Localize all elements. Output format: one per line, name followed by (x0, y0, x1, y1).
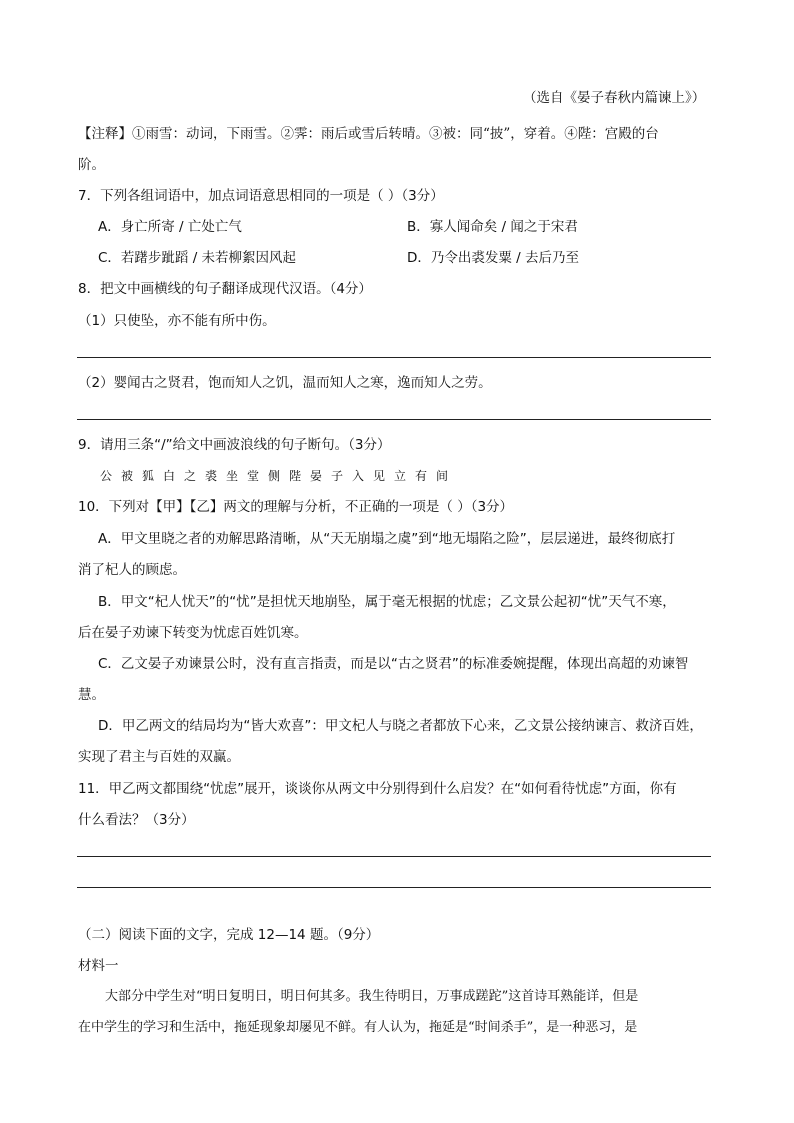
answer-line (77, 856, 711, 857)
q7-option-d: D．乃令出裘发粟 / 去后乃至 (407, 250, 580, 266)
answer-line (77, 419, 711, 420)
material-label: 材料一 (78, 958, 119, 974)
material-paragraph-line-1: 大部分中学生对“明日复明日，明日何其多。我生待明日，万事成蹉跎”这首诗耳熟能详，但是 (105, 989, 639, 1004)
q11-line-2: 什么看法？（3分） (78, 812, 195, 828)
q10-option-b-line-1: B．甲文“杞人忧天”的“忧”是担忧天地崩坠，属于毫无根据的忧虑；乙文景公起初“忧”天气不寒， (98, 594, 676, 610)
q8-sub-1: （1）只使坠，亦不能有所中伤。 (78, 313, 276, 329)
q7-option-b: B．寡人闻命矣 / 闻之于宋君 (407, 219, 578, 235)
q10-option-a-line-1: A．甲文里晓之者的劝解思路清晰，从“天无崩塌之虞”到“地无塌陷之险”，层层递进，最终彻底打 (98, 531, 676, 547)
q8-sub-2: （2）婴闻古之贤君，饱而知人之饥，温而知人之寒，逸而知人之劳。 (78, 375, 492, 391)
material-paragraph-line-2: 在中学生的学习和生活中，拖延现象却屡见不鲜。有人认为，拖延是“时间杀手”，是一种恶习，是 (78, 1020, 638, 1035)
answer-line (77, 887, 711, 888)
q9-stem: 9．请用三条“/”给文中画波浪线的句子断句。（3分） (78, 437, 391, 453)
q10-option-d-line-1: D．甲乙两文的结局均为“皆大欢喜”：甲文杞人与晓之者都放下心来，乙文景公接纳谏言、救济百姓， (98, 718, 703, 734)
q10-option-c-line-1: C．乙文晏子劝谏景公时，没有直言指责，而是以“古之贤君”的标准委婉提醒，体现出高超的劝谏智 (98, 656, 689, 672)
q10-option-d-line-2: 实现了君主与百姓的双赢。 (78, 749, 240, 765)
q10-option-c-line-2: 慧。 (78, 687, 105, 703)
q10-option-b-line-2: 后在晏子劝谏下转变为忧虑百姓饥寒。 (78, 625, 308, 641)
q7-option-c: C．若躇步跐蹈 / 未若柳絮因风起 (98, 250, 297, 266)
source-citation: （选自《晏子春秋内篇谏上》） (523, 90, 706, 106)
q8-stem: 8．把文中画横线的句子翻译成现代汉语。（4分） (78, 281, 372, 297)
q7-option-a: A．身亡所寄 / 亡处亡气 (98, 219, 242, 235)
q11-line-1: 11．甲乙两文都围绕“忧虑”展开，谈谈你从两文中分别得到什么启发？在“如何看待忧虑”方面，你有 (78, 781, 677, 797)
notes-line-1: 【注释】①雨雪：动词，下雨雪。②霁：雨后或雪后转晴。③被：同“披”，穿着。④陛：宫殿的台 (78, 126, 659, 142)
q9-sentence: 公被狐白之裘坐堂侧陛晏子入见立有间 (100, 469, 458, 483)
section-2-heading: （二）阅读下面的文字，完成 12—14 题。（9分） (78, 927, 380, 943)
notes-line-2: 阶。 (78, 157, 105, 173)
q7-stem: 7．下列各组词语中，加点词语意思相同的一项是（ ）（3分） (78, 188, 444, 204)
q10-option-a-line-2: 消了杞人的顾虑。 (78, 562, 186, 578)
answer-line (77, 357, 711, 358)
q10-stem: 10．下列对【甲】【乙】两文的理解与分析，不正确的一项是（ ）（3分） (78, 499, 514, 515)
